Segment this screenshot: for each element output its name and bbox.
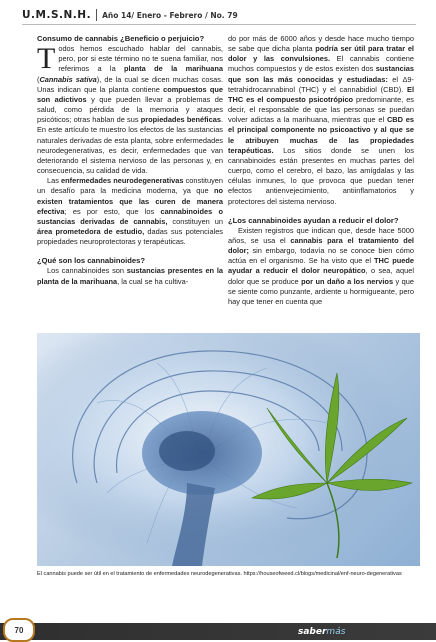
text-run: y que se siente como punzante, ardiente u hormigueante, pero hay que tener en cuenta que	[228, 276, 414, 306]
text-run: , la cual se ha cultiva-	[117, 276, 189, 286]
text-run: El cannabis contiene muchos compuestos y de estos existen dos	[228, 54, 414, 74]
spacer	[228, 207, 414, 216]
section-title-dolor: ¿Los cannabinoides ayudan a reducir el dolor?	[228, 215, 399, 225]
text-bold: planta de la marihuana	[124, 64, 223, 74]
text-bold: THC puede ayudar a reducir el dolor neuropático	[228, 256, 414, 276]
section-title-que-son: ¿Qué son los cannabinoides?	[37, 256, 146, 266]
text-bold: propiedades benéficas	[140, 115, 221, 125]
text-run: do por más de 6000 años y desde hace mucho tiempo se sabe que dicha planta	[228, 34, 414, 54]
text-bold: CBD es el principal componente no psicoactivo y al que se le atribuyen muchas de las propiedades terapéuticas.	[228, 115, 414, 155]
left-column	[37, 34, 223, 287]
text-bold: área prometedora de estudio,	[37, 226, 145, 236]
dropcap: T	[37, 42, 56, 76]
text-run: odos hemos escuchado hablar del cannabis, pero, por si este término no te suena familiar, nos referimos a la	[58, 44, 223, 74]
text-bold: compuestos que son adictivos	[37, 84, 223, 104]
text-run: , o sea, aquel dolor que se produce	[228, 266, 414, 286]
text-bold: enfermedades neurodegenerativas	[61, 176, 184, 186]
text-bold: sustancias presentes en la planta de la marihuana	[37, 266, 223, 286]
text-run: predominante, es decir, el responsable de que las personas se puedan volver adictas a la marihuana, mientras que el	[228, 94, 414, 125]
header-rule	[22, 24, 416, 25]
paragraph-intro	[37, 44, 223, 176]
text-bold: El THC es el compuesto psicotrópico	[228, 84, 414, 104]
text-run: ; es por esto, que los	[64, 206, 161, 216]
text-run: constituyen un	[167, 216, 223, 226]
text-bold: sustancias que son las más conocidas y estudiadas:	[228, 64, 414, 84]
header-org: U.M.S.N.H.	[22, 9, 92, 21]
text-bold: cannabinoides o sustancias derivadas de cannabis,	[37, 206, 223, 226]
text-run: . En este artículo te muestro los efectos de las sustancias naturales derivadas de esta planta, sobre enfermedades neurodegenerativas, es decir, enfermedades que van deteriorando el sistema nervioso de las personas y, en consecuencia, su calidad de vida.	[37, 115, 223, 176]
footer-band	[0, 623, 436, 640]
text-run: Las	[47, 176, 62, 186]
right-column	[228, 34, 414, 307]
text-run: Los cannabinoides son	[47, 266, 127, 276]
figure-caption: El cannabis puede ser útil en el tratamiento de enfermedades neurodegenerativas. https://houseofweed.cl/blogs/medicinal/enf-neuro-degenerativas	[37, 571, 402, 577]
text-italic: Cannabis sativa	[39, 74, 97, 84]
text-run: dadas sus potenciales propiedades neuroprotectoras y terapéuticas.	[37, 226, 223, 247]
header-issue: Año 14/ Enero - Febrero / No. 79	[102, 10, 238, 20]
text-bold: podría ser útil para tratar el dolor y las convulsiones.	[228, 44, 414, 64]
text-run: ), de la cual se dicen muchas cosas. Unas indican que la planta contiene	[37, 74, 223, 94]
text-bold: cannabis para el tratamiento del dolor;	[228, 235, 414, 256]
paragraph-dolor	[228, 226, 414, 307]
text-run: (	[37, 74, 40, 84]
brand-word-2: más	[326, 626, 346, 637]
brain-cannabis-image	[37, 333, 420, 566]
text-run: Los sitios donde se unen los cannabinoides están presentes en muchas partes del cuerpo, como el cerebro, el bazo, las amígdalas y las células inmunes, lo que provoca que puedan tener efectos antienvejecimiento, antiinflamatorios y protectores del sistema nervioso.	[228, 145, 414, 206]
text-bold: no existen tratamientos que las curen de manera efectiva	[37, 186, 223, 216]
paragraph-que-son	[37, 266, 223, 286]
text-run: Existen registros que indican que, desde hace 5000 años, se usa el	[228, 225, 414, 245]
text-bold: por un daño a los nervios	[301, 276, 394, 286]
text-run: y que pueden llevar a problemas de salud, como pérdida de la memoria y ataques psicóticos; otras hablan de sus	[37, 94, 224, 125]
page-number: 70	[3, 618, 35, 642]
paragraph-thc-cbd	[228, 34, 414, 207]
brand-logo	[298, 623, 345, 640]
brain-illustration	[37, 333, 420, 566]
brand-word-1: saber	[298, 626, 327, 637]
text-run: sin embargo, todavía no se conoce bien cómo actúa en el organismo. Se ha visto que el	[228, 246, 414, 266]
header-separator	[96, 9, 97, 21]
running-header	[22, 4, 422, 26]
spacer	[37, 247, 223, 256]
paragraph-enfermedades	[37, 176, 223, 247]
page-footer	[0, 617, 436, 640]
text-run: constituyen un desafío para la medicina moderna, ya que	[37, 176, 223, 196]
text-run: el Δ9-tetrahidrocannabinol (THC) y el cannabidiol (CBD).	[228, 74, 414, 94]
section-title-consumo: Consumo de cannabis ¿Beneficio o perjuicio?	[37, 34, 205, 43]
